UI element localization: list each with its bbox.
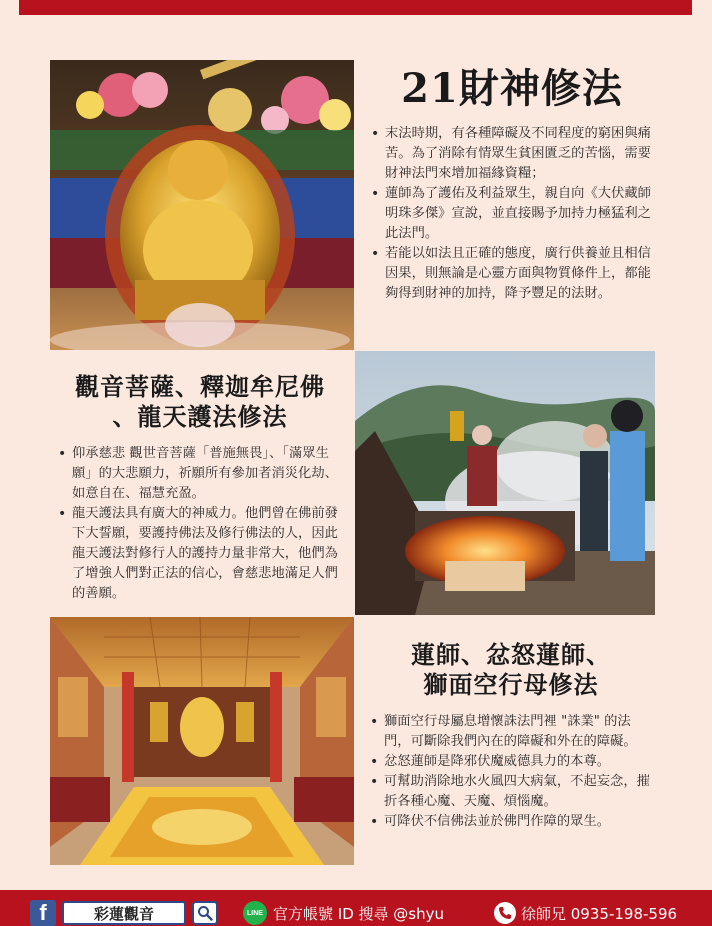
bullet-item: • 可降伏不信佛法並於佛門作障的眾生。 [366,812,656,832]
section-title-line: 觀音菩薩、釋迦牟尼佛 [75,372,325,401]
section-guru-rinpoche [366,640,656,832]
section-title [366,640,656,700]
facebook-search-field[interactable]: 彩蓮觀音 [62,901,186,925]
bullet-list [52,444,348,604]
line-icon: LINE [243,901,267,925]
line-contact-text: 官方帳號 ID 搜尋 @shyu [273,904,444,923]
temple-interior-photo [50,617,354,865]
contact-footer [0,890,712,926]
wealth-deity-photo [50,60,354,350]
bullet-item: • 龍天護法具有廣大的神威力。他們曾在佛前發下大誓願，要護持佛法及修行佛法的人，因此龍天護法對修行人的護持力量非常大，他們為了增強人們對正法的信心，會慈悲地滿足人們的善願。 [54,504,348,604]
facebook-search [30,900,218,926]
section-title-line: 蓮師、忿怒蓮師、 [411,640,611,669]
bullet-item: • 忿怒蓮師是降邪伏魔威德具力的本尊。 [366,752,656,772]
bullet-item: • 可幫助消除地水火風四大病氣，不起妄念，摧折各種心魔、天魔、煩惱魔。 [366,772,656,812]
bullet-item: • 獅面空行母屬息增懷誅法門裡 "誅業" 的法門，可斷除我們內在的障礙和外在的障礙。 [366,712,656,752]
fire-offering-photo [355,351,655,615]
bullet-list [367,124,657,304]
search-button[interactable] [192,901,218,925]
bullet-item: • 末法時期，有各種障礙及不同程度的窮困與痛苦。為了消除有情眾生貧困匱乏的苦惱，需要財神法門來增加福緣資糧； [367,124,657,184]
section-title [52,372,348,432]
phone-icon [494,902,516,924]
top-accent-bar [19,0,692,15]
section-title-line: 、龍天護法修法 [112,402,288,431]
bullet-item: • 若能以如法且正確的態度，廣行供養並且相信因果，則無論是心靈方面與物質條件上，都能夠得到財神的加持，降予豐足的法財。 [367,244,657,304]
section-title-line: 獅面空行母修法 [423,670,599,699]
bullet-item: • 蓮師為了護佑及利益眾生，親自向《大伏藏師明珠多傑》宣說，並直接賜予加持力極猛利之此法門。 [367,184,657,244]
bullet-item: • 仰承慈悲 觀世音菩薩「普施無畏」、「滿眾生願」的大悲願力，祈願所有參加者消災化劫、如意自在、福慧充盈。 [54,444,348,504]
section-guanyin [52,372,348,604]
facebook-icon[interactable]: f [30,900,56,926]
section-title: 21財神修法 [401,65,623,112]
search-icon [197,905,213,921]
phone-contact[interactable] [494,900,677,926]
section-wealth-deity [367,64,657,304]
phone-contact-text: 徐師兄 0935-198-596 [521,904,678,923]
line-contact[interactable] [243,900,444,926]
bullet-list [366,712,656,832]
